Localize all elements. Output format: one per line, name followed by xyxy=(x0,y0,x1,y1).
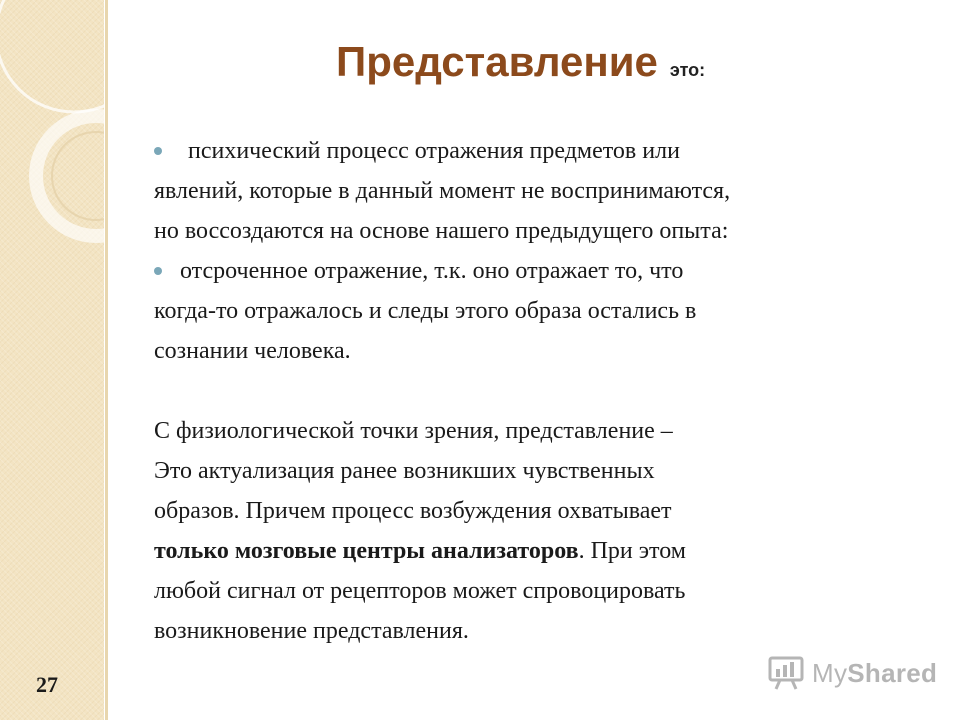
bullet-dot-icon xyxy=(154,267,162,275)
bullet-dot-icon xyxy=(154,147,162,155)
bullet-2-line-1: отсроченное отражение, т.к. оно отражает то, что xyxy=(180,258,684,284)
bullet-1-line-1: психический процесс отражения предметов или xyxy=(188,138,680,164)
paragraph-line-2: Это актуализация ранее возникших чувственных xyxy=(154,458,655,484)
paragraph-line-6: возникновение представления. xyxy=(154,618,469,644)
presentation-board-icon xyxy=(768,656,804,690)
paragraph-line-5: любой сигнал от рецепторов может спровоцировать xyxy=(154,578,686,604)
slide-title-row xyxy=(336,38,705,86)
paragraph-line-4 xyxy=(154,531,894,571)
sidebar-ring-large xyxy=(0,0,104,112)
paragraph-line-1: С физиологической точки зрения, представление – xyxy=(154,418,673,444)
sidebar-ring-inner xyxy=(52,132,104,220)
physiology-paragraph xyxy=(154,411,894,651)
slide-title-suffix: это: xyxy=(669,60,706,80)
sidebar-rings-graphic xyxy=(0,0,104,720)
myshared-watermark xyxy=(768,656,937,690)
bullet-2-line-3: сознании человека. xyxy=(154,338,351,364)
page-number: 27 xyxy=(36,672,58,697)
bullet-2-line-2: когда-то отражалось и следы этого образа остались в xyxy=(154,298,697,324)
sidebar-divider xyxy=(105,0,108,720)
paragraph-line-3: образов. Причем процесс возбуждения охватывает xyxy=(154,498,672,524)
watermark-brand-first: My xyxy=(812,657,848,688)
slide-content xyxy=(154,131,894,651)
paragraph-line-4-rest: . При этом xyxy=(578,538,686,564)
paragraph-emphasis: только мозговые центры анализаторов xyxy=(154,538,579,564)
watermark-brand-second: Shared xyxy=(847,657,938,688)
bullet-item-1 xyxy=(154,131,894,251)
decorative-sidebar xyxy=(0,0,104,720)
slide-title: Представление xyxy=(336,38,658,85)
bullet-1-line-2: явлений, которые в данный момент не воспринимаются, xyxy=(154,178,731,204)
watermark-brand xyxy=(812,658,937,689)
bullet-item-2 xyxy=(154,251,894,371)
bullet-1-line-3: но воссоздаются на основе нашего предыдущего опыта: xyxy=(154,218,729,244)
sidebar-ring-thick xyxy=(36,116,104,236)
